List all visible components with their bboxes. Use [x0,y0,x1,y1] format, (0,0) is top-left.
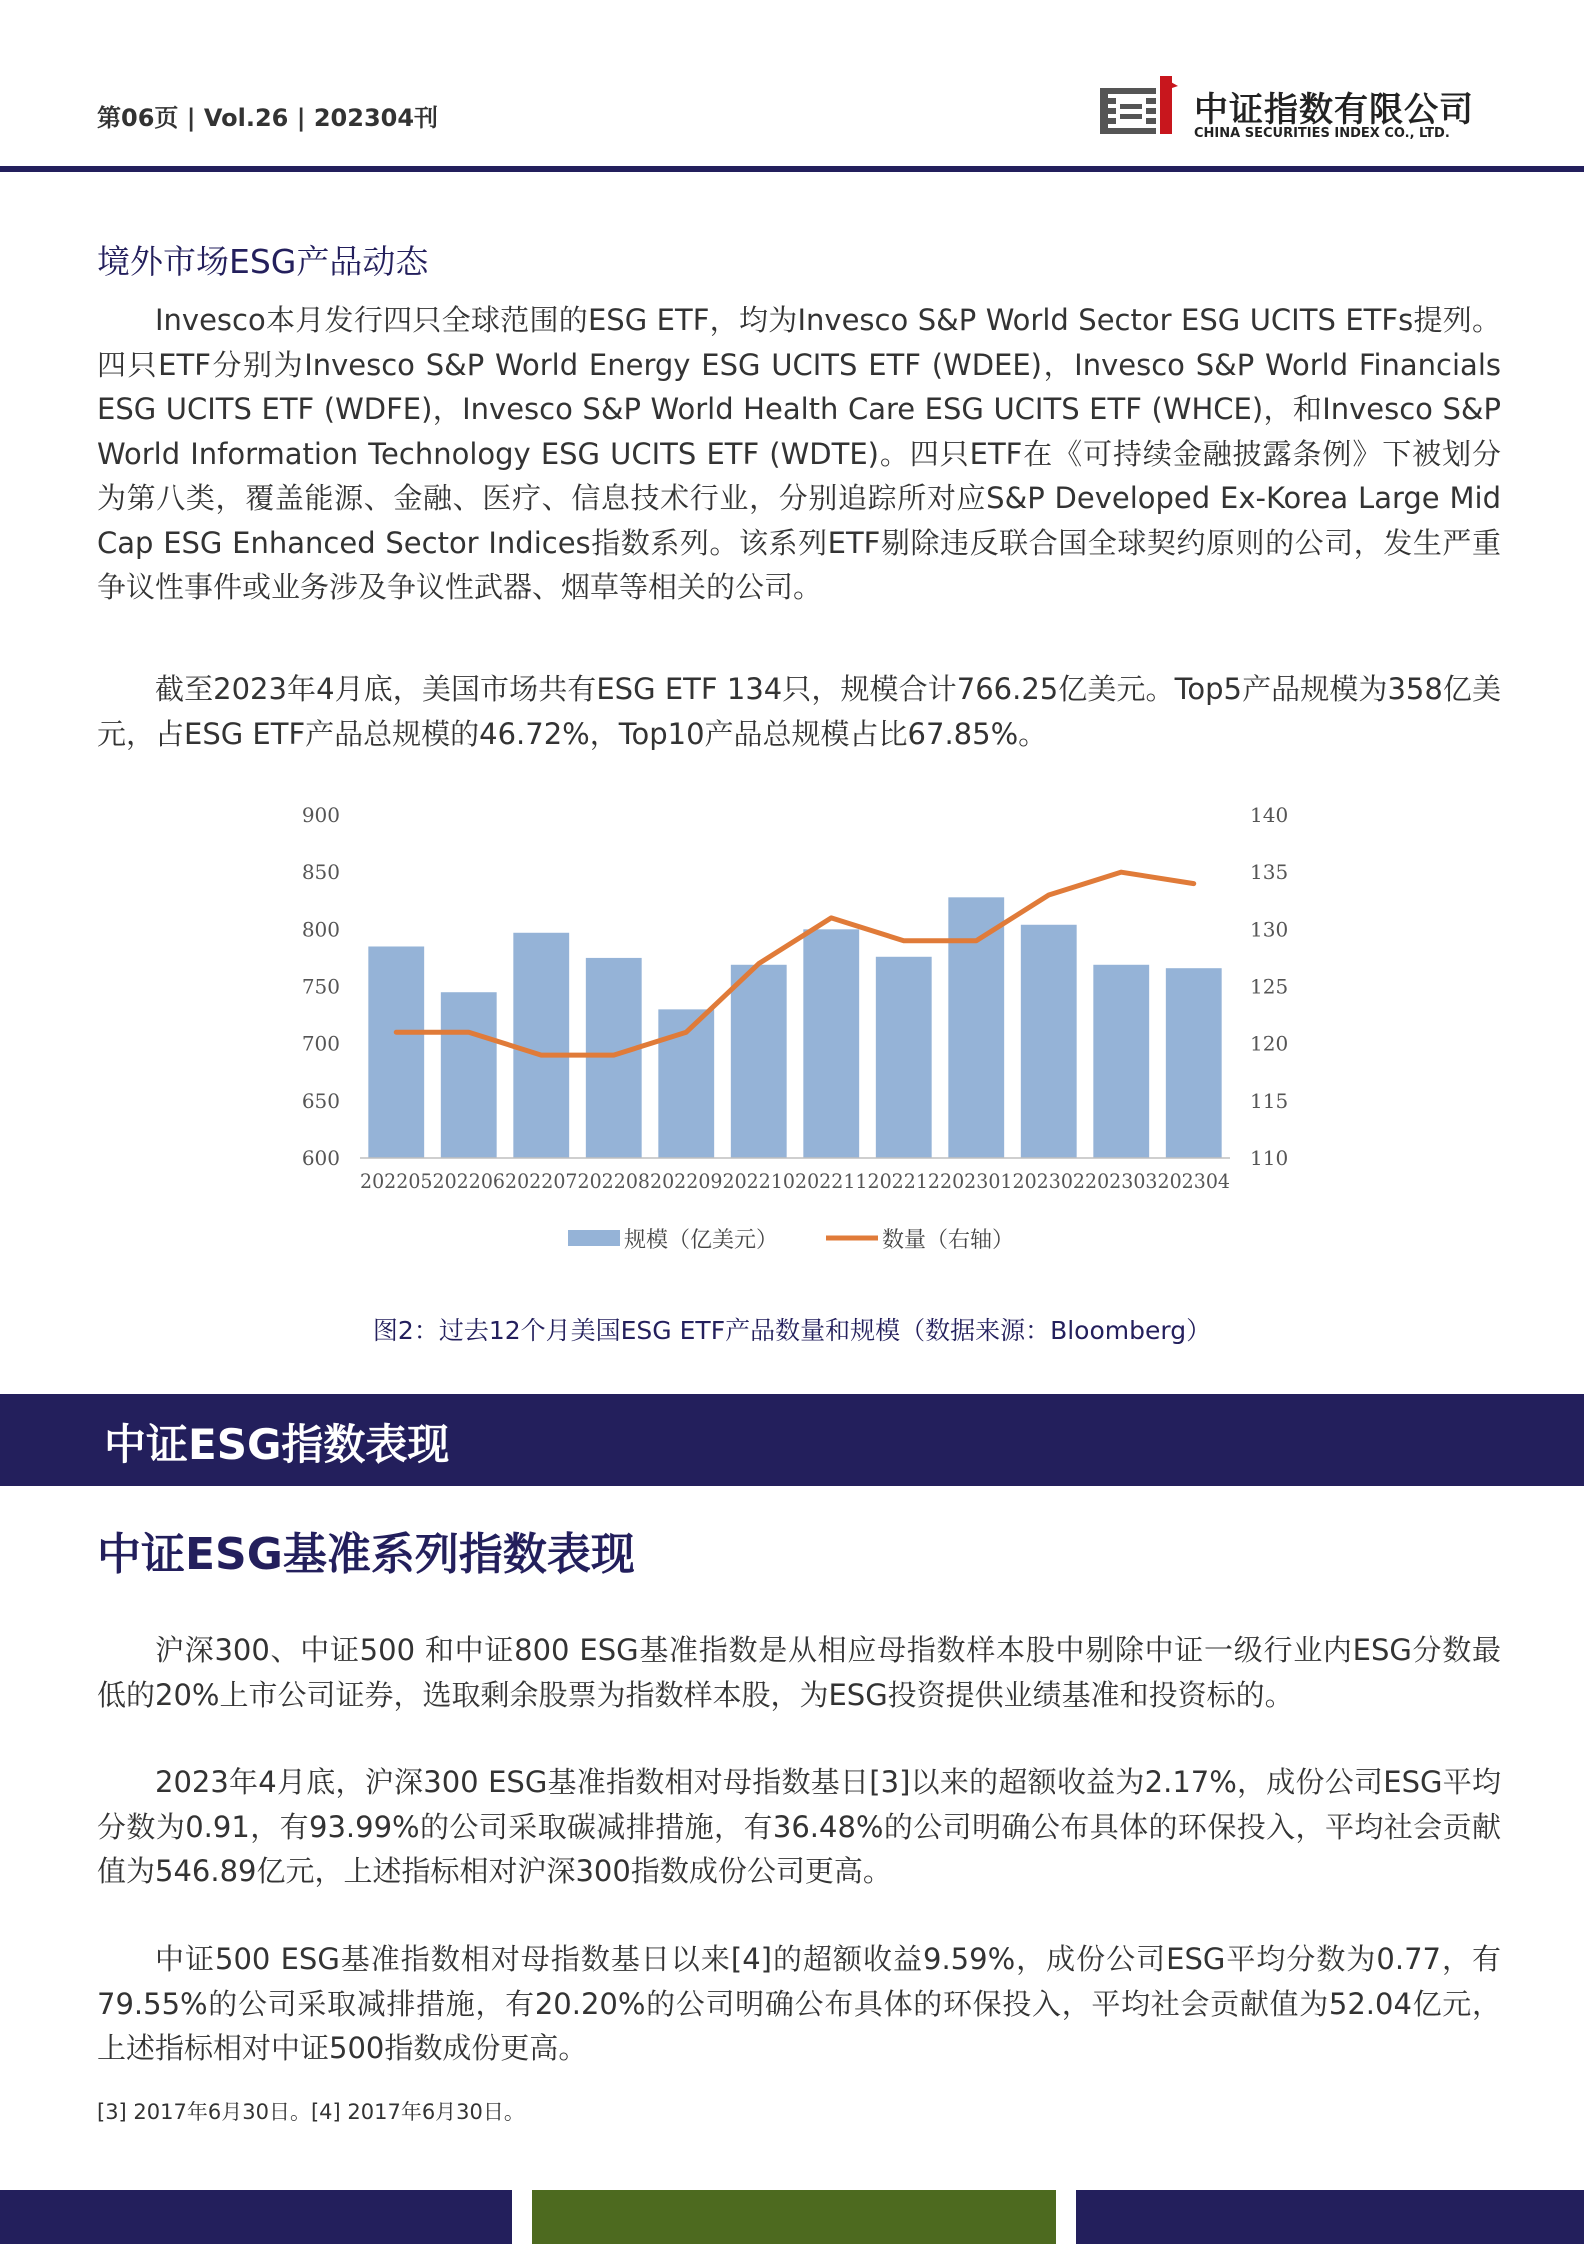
footer-bar-middle [532,2190,1056,2244]
page-info: 第06页 | Vol.26 | 202304刊 [97,104,439,132]
bar-202212 [876,957,932,1158]
bar-202302 [1021,925,1077,1158]
bar-202304 [1166,968,1222,1158]
bar-202210 [731,965,787,1158]
company-logo [1098,74,1508,144]
y-left-tick-label: 600 [301,1146,340,1170]
header-rule [0,166,1584,172]
bar-202211 [803,929,859,1158]
paragraph-esg-benchmark: 沪深300、中证500 和中证800 ESG基准指数是从相应母指数样本股中剔除中证一级行业内ESG分数最低的20%上市公司证券，选取剩余股票为指数样本股，为ESG投资提供业绩基准和投资标的。 [97,1633,1501,1712]
legend-swatch-bar [568,1230,620,1246]
band-title: 中证ESG指数表现 [104,1420,450,1469]
y-left-tick-label: 800 [301,917,340,942]
x-tick-label: 202205 [360,1169,433,1193]
x-tick-label: 202212 [867,1169,940,1193]
subsection-title: 中证ESG基准系列指数表现 [97,1529,635,1580]
bar-202205 [368,946,424,1158]
paragraph-invesco: Invesco本月发行四只全球范围的ESG ETF，均为Invesco S&P World Sector ESG UCITS ETFs提列。四只ETF分别为Invesco S&P World Energy ESG UCITS ETF (WDEE)，Invesco S&P World Financials ESG UCITS ETF (WDFE)，Invesco S&P World Health Care ESG UCITS ETF (WHCE)，和Invesco S&P World Information Technology ESG UCITS ETF (WDTE)。四只ETF在《可持续金融披露条例》下被划分为第八类，覆盖能源、金融、医疗、信息技术行业，分别追踪所对应S&P Developed Ex-Korea Large Mid Cap ESG Enhanced Sector Indices指数系列。该系列ETF剔除违反联合国全球契约原则的公司，发生严重争议性事件或业务涉及争议性武器、烟草等相关的公司。 [97,303,1501,604]
y-left-tick-label: 650 [301,1088,340,1113]
x-tick-label: 202207 [505,1169,578,1193]
y-right-tick-label: 135 [1250,860,1289,885]
y-left-tick-label: 750 [301,974,340,999]
x-tick-label: 202303 [1085,1169,1158,1193]
x-tick-label: 202301 [940,1169,1013,1193]
legend-label-bar: 规模（亿美元） [624,1228,779,1253]
y-left-tick-label: 700 [301,1031,340,1056]
x-tick-label: 202206 [432,1169,505,1193]
bar-202206 [441,992,497,1158]
y-right-tick-label: 115 [1250,1088,1289,1113]
x-tick-label: 202304 [1157,1169,1230,1193]
footer-bar-left [0,2190,512,2244]
figure-caption: 图2：过去12个月美国ESG ETF产品数量和规模（数据来源：Bloomberg） [372,1316,1212,1345]
x-tick-label: 202209 [650,1169,723,1193]
legend-label-line: 数量（右轴） [882,1228,1015,1253]
y-right-tick-label: 140 [1250,803,1289,827]
x-tick-label: 202211 [795,1169,868,1193]
bar-202208 [586,958,642,1158]
paragraph-csi300-esg: 2023年4月底，沪深300 ESG基准指数相对母指数基日[3]以来的超额收益为2.17%，成份公司ESG平均分数为0.91，有93.99%的公司采取碳减排措施，有36.48%的公司明确公布具体的环保投入，平均社会贡献值为546.89亿元，上述指标相对沪深300指数成份公司更高。 [97,1765,1501,1888]
bar-202301 [948,897,1004,1158]
bar-202303 [1093,965,1149,1158]
x-tick-label: 202302 [1012,1169,1085,1193]
paragraph-csi500-esg: 中证500 ESG基准指数相对母指数基日以来[4]的超额收益9.59%，成份公司ESG平均分数为0.77，有79.55%的公司采取减排措施，有20.20%的公司明确公布具体的环保投入，平均社会贡献值为52.04亿元，上述指标相对中证500指数成份更高。 [97,1942,1501,2065]
footnote: [3] 2017年6月30日。[4] 2017年6月30日。 [97,2100,525,2124]
y-right-tick-label: 125 [1250,974,1289,999]
logo-name-cn: 中证指数有限公司 [1194,90,1474,130]
x-tick-label: 202210 [722,1169,795,1193]
logo-name-en: CHINA SECURITIES INDEX CO., LTD. [1194,126,1450,141]
y-left-tick-label: 850 [301,860,340,885]
section-title: 境外市场ESG产品动态 [97,242,429,281]
logo-icon [1098,74,1188,144]
paragraph-us-market: 截至2023年4月底，美国市场共有ESG ETF 134只，规模合计766.25亿美元。Top5产品规模为358亿美元，占ESG ETF产品总规模的46.72%，Top10产品总规模占比67.85%。 [97,672,1501,751]
footer-bar-right [1076,2190,1584,2244]
section-band [0,1394,1584,1486]
y-right-tick-label: 120 [1250,1031,1289,1056]
page-header [0,0,1584,172]
y-right-tick-label: 110 [1250,1146,1289,1170]
y-left-tick-label: 900 [301,803,340,827]
esg-etf-chart [270,790,1330,1270]
bar-202207 [513,933,569,1158]
y-right-tick-label: 130 [1250,917,1289,942]
x-tick-label: 202208 [577,1169,650,1193]
